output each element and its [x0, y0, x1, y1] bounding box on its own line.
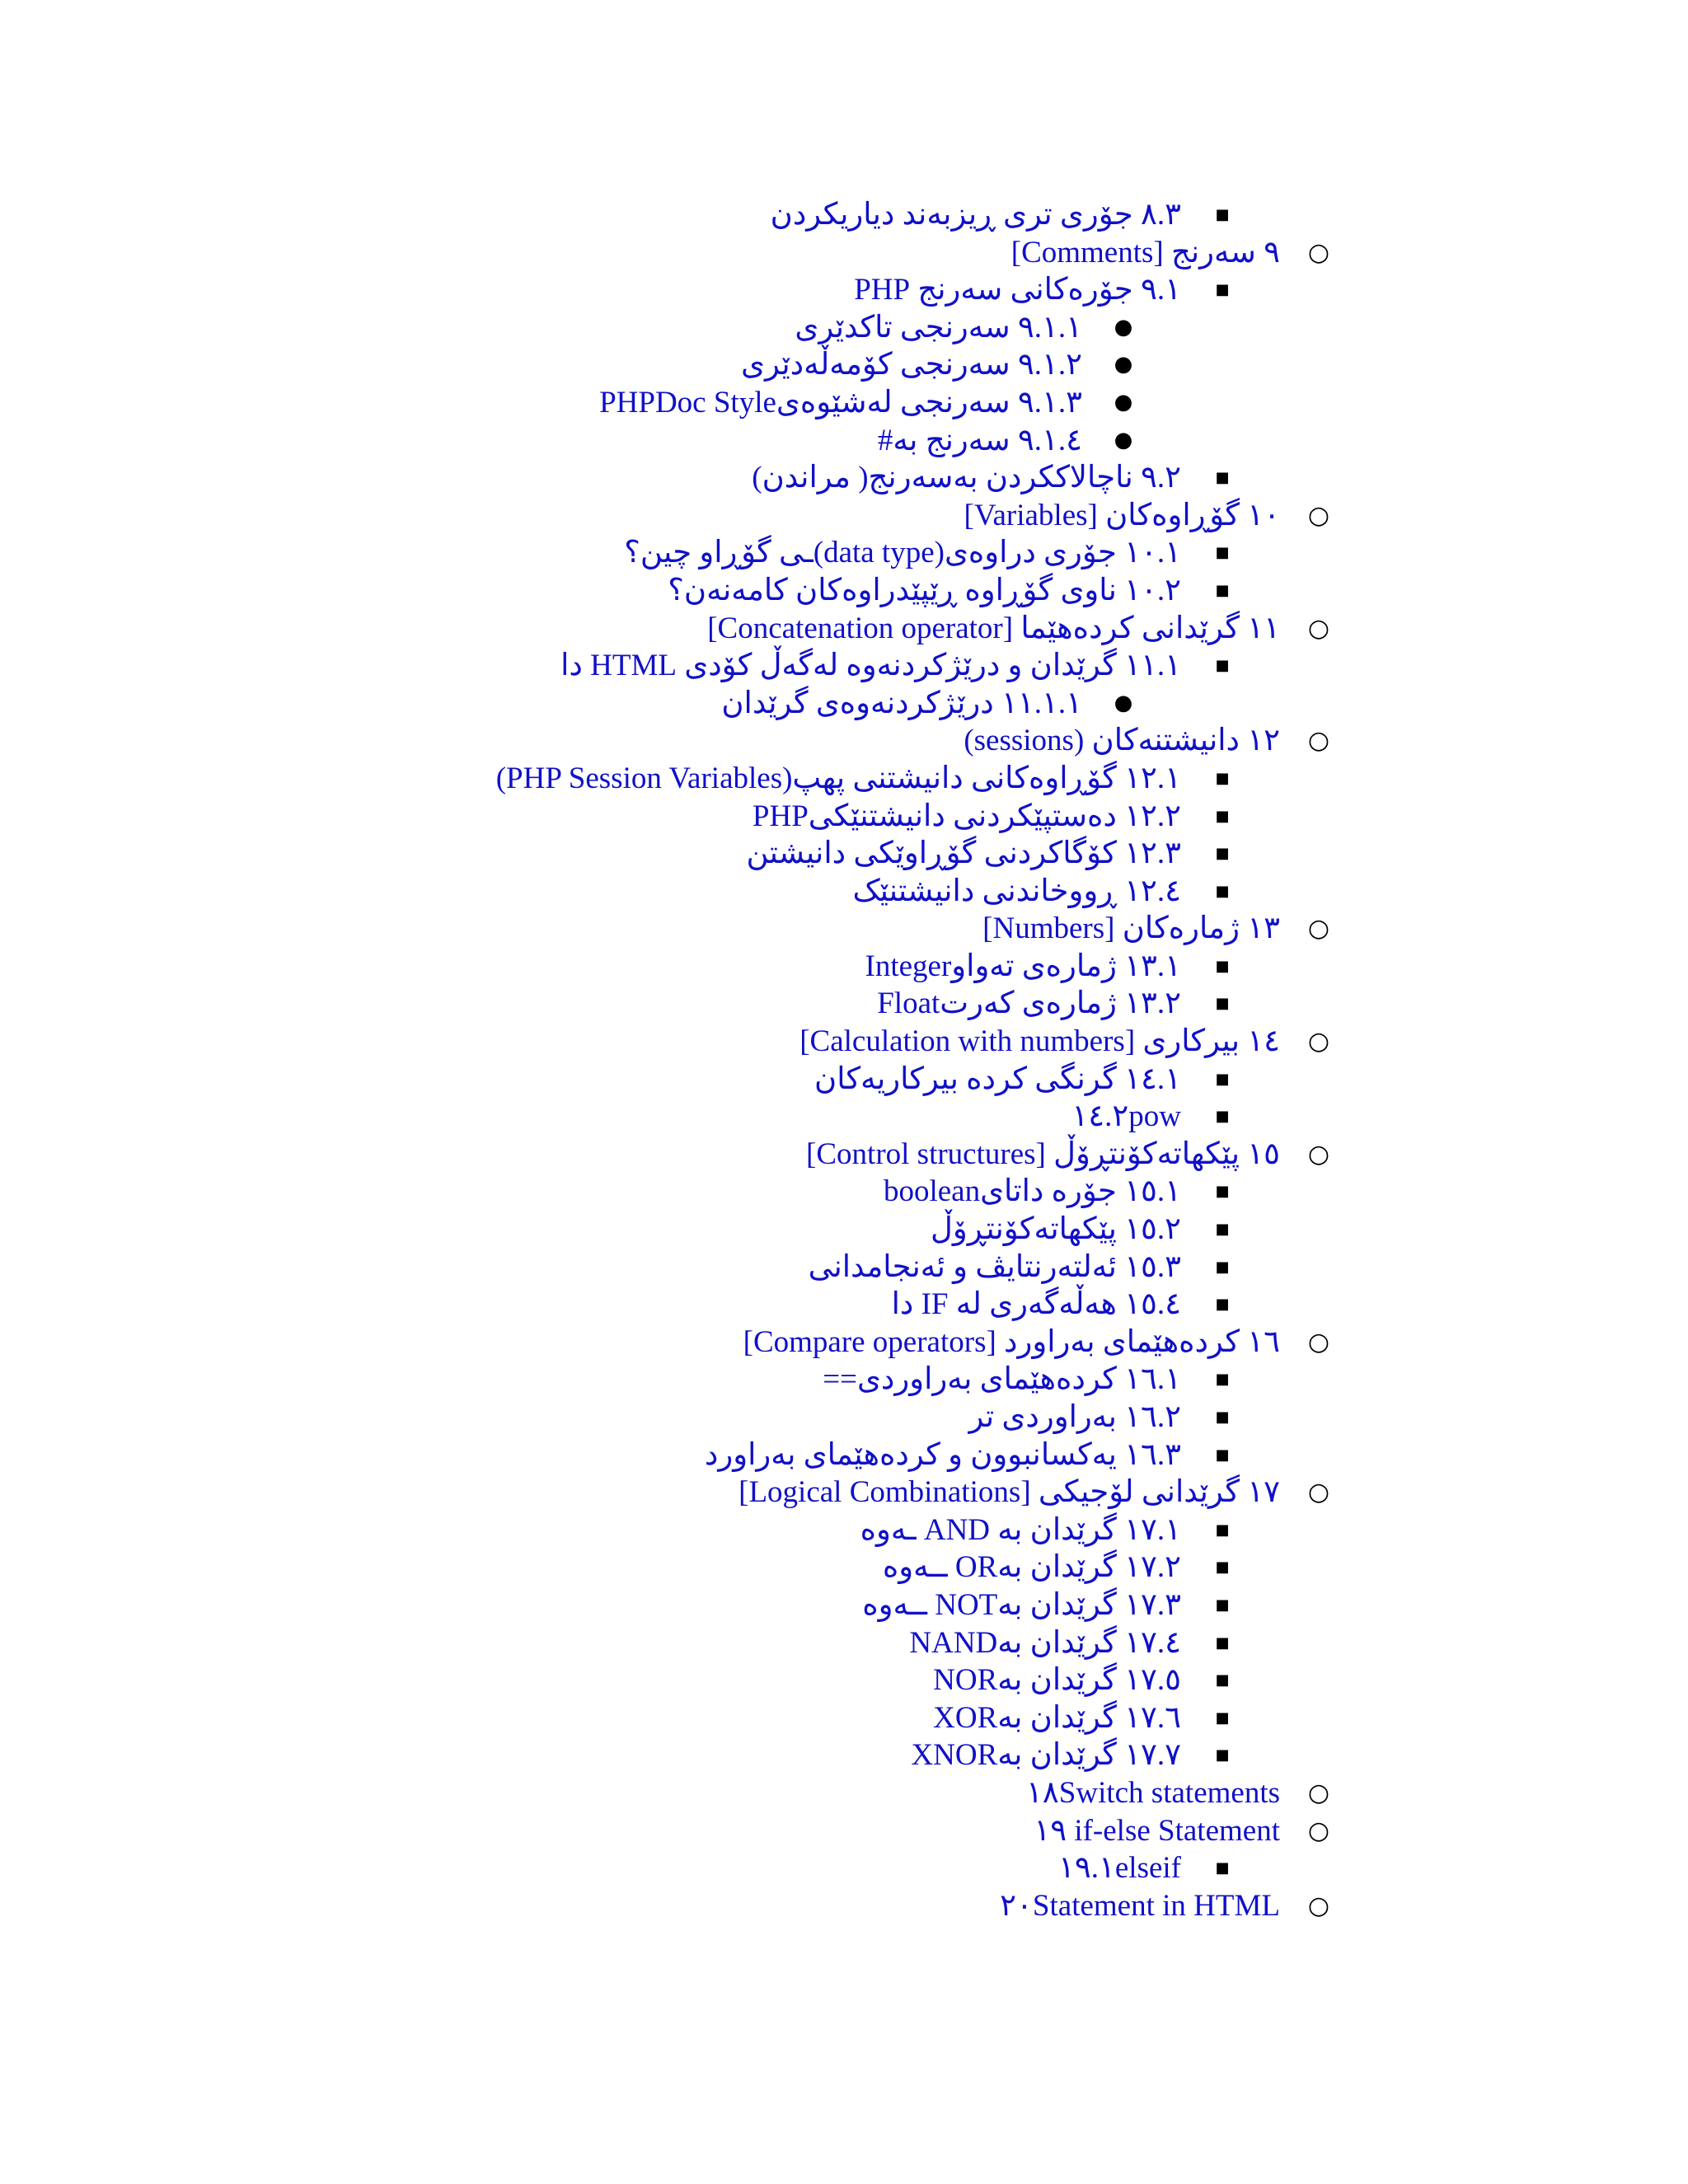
- toc-entry[interactable]: [0, 1211, 1688, 1249]
- toc-entry-link[interactable]: ١٢.٣ کۆگاکردنی گۆڕاوێکی دانیشتن: [746, 837, 1181, 871]
- disc-bullet-icon: ●: [1114, 427, 1133, 452]
- toc-entry[interactable]: [0, 1736, 1688, 1774]
- toc-entry[interactable]: [0, 346, 1688, 384]
- toc-entry-link[interactable]: ١٧.٧ گرێدان بەXNOR: [911, 1738, 1181, 1773]
- toc-entry[interactable]: [0, 1324, 1688, 1361]
- toc-entry-link[interactable]: ٩.١.٣ سەرنجی لەشێوەیPHPDoc Style: [599, 385, 1082, 419]
- square-bullet-icon: ■: [1215, 882, 1230, 900]
- toc-entry-link[interactable]: ٩.١.٤ سەرنج بە#: [877, 423, 1082, 457]
- toc-entry-link[interactable]: ٩.٢ ناچالاککردن بەسەرنج( مراندن): [752, 461, 1181, 495]
- toc-entry-link[interactable]: ١١ گرێدانی کردەهێما [Concatenation operator]: [707, 611, 1280, 645]
- square-bullet-icon: ■: [1215, 1633, 1230, 1652]
- toc-entry-link[interactable]: ١٤.٢pow: [1071, 1099, 1181, 1134]
- toc-entry[interactable]: [0, 1249, 1688, 1286]
- toc-entry-link[interactable]: ٢٠Statement in HTML: [1000, 1888, 1280, 1923]
- circle-bullet-icon: ○: [1307, 237, 1330, 267]
- toc-entry-link[interactable]: ١٤.١ گرنگی کردە بیرکاریەکان: [814, 1062, 1181, 1096]
- disc-bullet-icon: ●: [1114, 352, 1133, 377]
- toc-entry[interactable]: [0, 1699, 1688, 1737]
- toc-entry[interactable]: [0, 685, 1688, 723]
- toc-entry[interactable]: [0, 647, 1688, 685]
- toc-entry-link[interactable]: ١٥ پێکهاتەکۆنتڕۆڵ [Control structures]: [806, 1137, 1280, 1171]
- toc-entry[interactable]: [0, 1887, 1688, 1925]
- circle-bullet-icon: ○: [1307, 613, 1330, 643]
- toc-entry[interactable]: [0, 1849, 1688, 1887]
- toc-entry[interactable]: [0, 985, 1688, 1023]
- toc-entry[interactable]: [0, 1061, 1688, 1099]
- square-bullet-icon: ■: [1215, 544, 1230, 562]
- square-bullet-icon: ■: [1215, 1296, 1230, 1314]
- circle-bullet-icon: ○: [1307, 1478, 1330, 1507]
- toc-entry[interactable]: [0, 873, 1688, 911]
- toc-entry[interactable]: [0, 309, 1688, 347]
- square-bullet-icon: ■: [1215, 469, 1230, 487]
- toc-entry-link[interactable]: ١٦.٢ بەراوردی تر: [968, 1400, 1181, 1434]
- square-bullet-icon: ■: [1215, 1671, 1230, 1690]
- circle-bullet-icon: ○: [1307, 914, 1330, 944]
- toc-entry-link[interactable]: ٩ سەرنج [Comments]: [1010, 235, 1280, 269]
- square-bullet-icon: ■: [1215, 1183, 1230, 1201]
- toc-entry-link[interactable]: ١٥.١ جۆرە داتایboolean: [883, 1174, 1181, 1209]
- toc-entry[interactable]: [0, 1474, 1688, 1511]
- toc-entry-link[interactable]: ٩.١.٢ سەرنجی کۆمەڵەدێری: [741, 348, 1082, 382]
- toc-entry[interactable]: [0, 1136, 1688, 1174]
- toc-entry[interactable]: [0, 1173, 1688, 1211]
- toc-entry-link[interactable]: ١٩ if-else Statement: [1034, 1813, 1280, 1848]
- toc-entry-link[interactable]: ٩.١.١ سەرنجی تاکدێری: [795, 310, 1082, 344]
- toc-entry[interactable]: [0, 1286, 1688, 1324]
- toc-entry-link[interactable]: ١٣.١ ژمارەی تەواوInteger: [865, 949, 1181, 983]
- square-bullet-icon: ■: [1215, 657, 1230, 675]
- square-bullet-icon: ■: [1215, 769, 1230, 787]
- square-bullet-icon: ■: [1215, 995, 1230, 1013]
- toc-entry-link[interactable]: ١٦.٣ یەکسانبوون و کردەهێمای بەراورد: [704, 1437, 1181, 1472]
- toc-entry[interactable]: [0, 1586, 1688, 1624]
- toc-entry[interactable]: [0, 948, 1688, 986]
- toc-entry-link[interactable]: ١٧.٦ گرێدان بەXOR: [933, 1700, 1181, 1735]
- toc-entry-link[interactable]: ١٠.٢ ناوی گۆڕاوە ڕێپێدراوەکان کامەنەن؟: [668, 573, 1181, 607]
- toc-entry[interactable]: [0, 572, 1688, 610]
- square-bullet-icon: ■: [1215, 1408, 1230, 1426]
- toc-entry[interactable]: [0, 1661, 1688, 1699]
- toc-entry[interactable]: [0, 1812, 1688, 1850]
- toc-entry[interactable]: [0, 234, 1688, 272]
- toc-entry-link[interactable]: ١٠.١ جۆری دراوەی(data type)ـی گۆڕاو چین؟: [624, 536, 1181, 570]
- square-bullet-icon: ■: [1215, 1746, 1230, 1765]
- circle-bullet-icon: ○: [1307, 1816, 1330, 1845]
- square-bullet-icon: ■: [1215, 1446, 1230, 1464]
- toc-entry-link[interactable]: ١٣ ژمارەکان [Numbers]: [982, 912, 1280, 946]
- toc-entry-link[interactable]: ١٠ گۆڕاوەکان [Variables]: [964, 498, 1280, 532]
- toc-entry-link[interactable]: ١٧.٢ گرێدان بەOR ــەوە: [882, 1550, 1181, 1585]
- toc-entry[interactable]: [0, 1399, 1688, 1436]
- toc-entry-link[interactable]: ١٧.٤ گرێدان بەNAND: [909, 1625, 1181, 1660]
- square-bullet-icon: ■: [1215, 581, 1230, 599]
- disc-bullet-icon: ●: [1114, 690, 1133, 715]
- toc-entry-link[interactable]: ١٧ گرێدانی لۆجیکی [Logical Combinations]: [738, 1475, 1280, 1510]
- toc-entry-link[interactable]: ١٢ دانیشتنەکان (sessions): [964, 724, 1280, 758]
- toc-entry-link[interactable]: ١٥.٢ پێکهاتەکۆنتڕۆڵ: [930, 1212, 1181, 1247]
- toc-entry[interactable]: [0, 1511, 1688, 1549]
- disc-bullet-icon: ●: [1114, 314, 1133, 340]
- square-bullet-icon: ■: [1215, 1708, 1230, 1727]
- toc-entry[interactable]: [0, 497, 1688, 535]
- toc-entry[interactable]: [0, 722, 1688, 760]
- toc-entry-link[interactable]: ٨.٣ جۆری تری ڕیزبەند دیاریکردن: [770, 198, 1181, 232]
- toc-entry[interactable]: [0, 760, 1688, 798]
- toc-entry[interactable]: [0, 1774, 1688, 1812]
- square-bullet-icon: ■: [1215, 1558, 1230, 1577]
- toc-entry[interactable]: [0, 610, 1688, 648]
- square-bullet-icon: ■: [1215, 206, 1230, 223]
- toc-entry-link[interactable]: ١١.١.١ درێژکردنەوەی گرێدان: [721, 686, 1082, 720]
- toc-entry[interactable]: [0, 422, 1688, 460]
- toc-entry-link[interactable]: ٩.١ جۆرەکانی سەرنج PHP: [854, 273, 1181, 307]
- toc-entry[interactable]: [0, 835, 1688, 873]
- toc-entry-link[interactable]: ١٥.٤ هەڵەگەری لە IF دا: [891, 1287, 1181, 1322]
- square-bullet-icon: ■: [1215, 1258, 1230, 1276]
- toc-entry-link[interactable]: ١٦.١ کردەهێمای بەراوردی==: [823, 1362, 1181, 1397]
- square-bullet-icon: ■: [1215, 1108, 1230, 1126]
- square-bullet-icon: ■: [1215, 957, 1230, 975]
- toc-entry[interactable]: [0, 459, 1688, 497]
- toc-entry-link[interactable]: ١٦ کردەهێمای بەراورد [Compare operators]: [743, 1324, 1280, 1359]
- square-bullet-icon: ■: [1215, 1070, 1230, 1088]
- toc-entry-link[interactable]: ١٤ بیرکاری [Calculation with numbers]: [799, 1024, 1280, 1059]
- circle-bullet-icon: ○: [1307, 726, 1330, 756]
- toc-entry[interactable]: [0, 910, 1688, 948]
- square-bullet-icon: ■: [1215, 1521, 1230, 1539]
- toc-entry[interactable]: [0, 1023, 1688, 1061]
- square-bullet-icon: ■: [1215, 1371, 1230, 1389]
- toc-entry-link[interactable]: ١٩.١elseif: [1058, 1851, 1181, 1886]
- toc-entry-link[interactable]: ١٧.٥ گرێدان بەNOR: [933, 1663, 1181, 1698]
- square-bullet-icon: ■: [1215, 807, 1230, 825]
- toc-entry[interactable]: [0, 1098, 1688, 1136]
- circle-bullet-icon: ○: [1307, 1327, 1330, 1357]
- toc-entry[interactable]: [0, 196, 1688, 234]
- toc-entry[interactable]: [0, 1624, 1688, 1662]
- toc-entry-link[interactable]: ١٢.٢ دەستپێکردنی دانیشتنێکیPHP: [752, 799, 1181, 833]
- toc-entry[interactable]: [0, 384, 1688, 422]
- circle-bullet-icon: ○: [1307, 1027, 1330, 1057]
- toc-entry-link[interactable]: ١٥.٣ ئەلتەرنتایڤ و ئەنجامدانی: [808, 1249, 1181, 1284]
- toc-entry[interactable]: [0, 1361, 1688, 1399]
- circle-bullet-icon: ○: [1307, 1891, 1330, 1920]
- toc-entry-link[interactable]: ١٢.٤ ڕووخاندنی دانیشتنێک: [852, 874, 1181, 908]
- toc-entry-link[interactable]: ١٧.٣ گرێدان بەNOT ــەوە: [862, 1587, 1181, 1622]
- square-bullet-icon: ■: [1215, 1221, 1230, 1239]
- table-of-contents: [0, 196, 1688, 1924]
- circle-bullet-icon: ○: [1307, 1139, 1330, 1169]
- toc-entry-link[interactable]: ١١.١ گرێدان و درێژکردنەوە لەگەڵ کۆدی HTML دا: [560, 649, 1181, 683]
- square-bullet-icon: ■: [1215, 845, 1230, 863]
- toc-entry-link[interactable]: ١٣.٢ ژمارەی کەرتFloat: [877, 987, 1181, 1021]
- toc-entry[interactable]: [0, 798, 1688, 836]
- toc-entry-link[interactable]: ١٧.١ گرێدان بە AND ـەوە: [860, 1512, 1181, 1547]
- toc-entry[interactable]: [0, 1549, 1688, 1586]
- toc-entry[interactable]: [0, 1436, 1688, 1474]
- toc-entry-link[interactable]: ١٢.١ گۆڕاوەکانی دانیشتنی پهپ(PHP Session Variables): [495, 761, 1181, 795]
- square-bullet-icon: ■: [1215, 1859, 1230, 1877]
- toc-entry[interactable]: [0, 534, 1688, 572]
- square-bullet-icon: ■: [1215, 281, 1230, 299]
- circle-bullet-icon: ○: [1307, 500, 1330, 530]
- toc-entry[interactable]: [0, 271, 1688, 309]
- toc-entry-link[interactable]: ١٨Switch statements: [1026, 1775, 1280, 1810]
- square-bullet-icon: ■: [1215, 1596, 1230, 1614]
- disc-bullet-icon: ●: [1114, 389, 1133, 415]
- circle-bullet-icon: ○: [1307, 1778, 1330, 1807]
